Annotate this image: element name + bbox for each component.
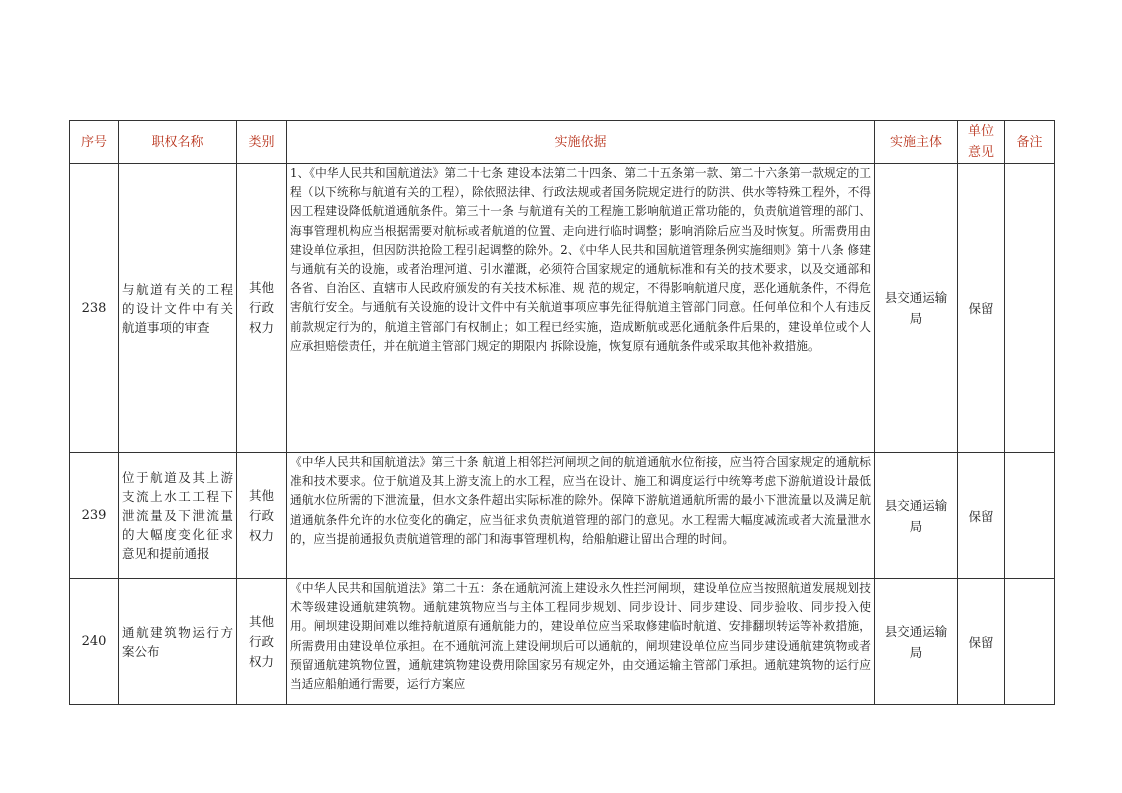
row-basis-text: 《中华人民共和国航道法》第三十条 航道上相邻拦河闸坝之间的航道通航水位衔接，应当符合国家规定的通航标准和技术要求。位于航道及其上游支流上的水工程，应当在设计、施工和调度运行中统筹考虑下游航道设计最低通航水位所需的下泄流量，但水文条件超出实际标准的除外。保障下游航道通航所需的最小下泄流量以及满足航道通航条件允许的水位变化的确定，应当征求负责航道管理的部门的意见。水工程需大幅度减流或者大流量泄水的，应当提前通报负责航道管理的部门和海事管理机构，给船舶避让留出合理的时间。: [290, 455, 871, 546]
row-basis-text: 1、《中华人民共和国航道法》第二十七条 建设本法第二十四条、第二十五条第一款、第二十六条第一款规定的工程（以下统称与航道有关的工程），除依照法律、行政法规或者国务院规定进行的防洪、供水等特殊工程外，不得因工程建设降低航道通航条件。第三十一条 与航道有关的工程施工影响航道正常功能的，负责航道管理的部门、海事管理机构应当根据需要对航标或者航道的位置、走向进行临时调整；影响消除后应当及时恢复。所需费用由建设单位承担，但因防洪抢险工程引起调整的除外。2、《中华人民共和国航道管理条例实施细则》第十八条 修建与通航有关的设施，或者治理河道、引水灌溉，必须符合国家规定的通航标准和有关的技术要求，以及交通部和各省、自治区、直辖市人民政府颁发的有关技术标准、规 范的规定，不得影响航道尺度，恶化通航条件，不得危害航行安全。与通航有关设施的设计文件中有关航道事项应事先征得航道主管部门同意。任何单位和个人有违反前款规定行为的，航道主管部门有权制止；如工程已经实施，造成断航或恶化通航条件后果的，建设单位或个人应承担赔偿责任，并在航道主管部门规定的期限内 拆除设施，恢复原有通航条件或采取其他补救措施。: [290, 166, 871, 353]
header-basis: 实施依据: [287, 121, 875, 164]
row-category: 其他行政权力: [237, 579, 287, 705]
row-power-name: 与航道有关的工程的设计文件中有关航道事项的审查: [119, 164, 237, 453]
row-unit-opinion: 保留: [958, 579, 1005, 705]
header-remark: 备注: [1005, 121, 1055, 164]
row-power-name: 位于航道及其上游支流上水工工程下泄流量及下泄流量的大幅度变化征求意见和提前通报: [119, 453, 237, 579]
header-unit-opinion: 单位意见: [958, 121, 1005, 164]
row-remark: [1005, 453, 1055, 579]
table-row: [70, 164, 1055, 453]
header-category: 类别: [237, 121, 287, 164]
row-seq: 238: [70, 164, 119, 453]
row-subject: 县交通运输局: [875, 164, 958, 453]
table-header-row: [70, 121, 1055, 164]
row-remark: [1005, 579, 1055, 705]
row-subject: 县交通运输局: [875, 579, 958, 705]
row-remark: [1005, 164, 1055, 453]
row-unit-opinion: 保留: [958, 164, 1005, 453]
row-category: 其他行政权力: [237, 164, 287, 453]
row-subject: 县交通运输局: [875, 453, 958, 579]
row-basis: [287, 453, 875, 579]
row-power-name: 通航建筑物运行方案公布: [119, 579, 237, 705]
row-basis: [287, 579, 875, 705]
row-basis: [287, 164, 875, 453]
power-list-table: [69, 120, 1055, 705]
row-category: 其他行政权力: [237, 453, 287, 579]
table-row: [70, 579, 1055, 705]
header-name: 职权名称: [119, 121, 237, 164]
row-unit-opinion: 保留: [958, 453, 1005, 579]
header-subject: 实施主体: [875, 121, 958, 164]
header-seq: 序号: [70, 121, 119, 164]
table-row: [70, 453, 1055, 579]
row-seq: 240: [70, 579, 119, 705]
row-seq: 239: [70, 453, 119, 579]
row-basis-text: 《中华人民共和国航道法》第二十五：条在通航河流上建设永久性拦河闸坝，建设单位应当按照航道发展规划技术等级建设通航建筑物。通航建筑物应当与主体工程同步规划、同步设计、同步建设、同步验收、同步投入使用。闸坝建设期间难以维持航道原有通航能力的，建设单位应当采取修建临时航道、安排翻坝转运等补救措施，所需费用由建设单位承担。在不通航河流上建设闸坝后可以通航的，闸坝建设单位应当同步建设通航建筑物或者预留通航建筑物位置，通航建筑物建设费用除国家另有规定外，由交通运输主管部门承担。通航建筑物的运行应当适应船舶通行需要，运行方案应: [290, 581, 871, 692]
